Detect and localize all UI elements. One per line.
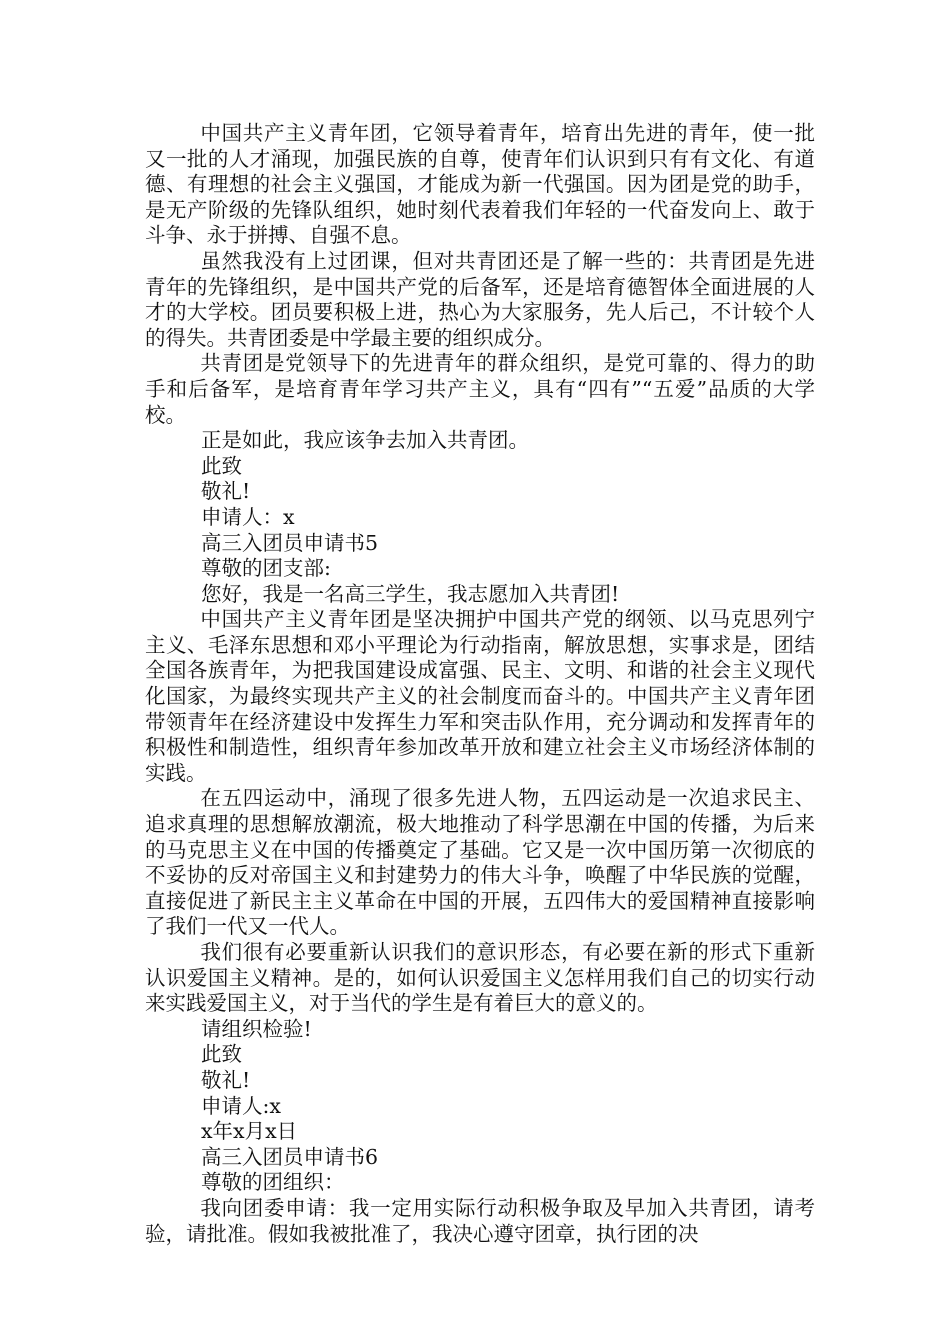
closing-line: 此致	[201, 1042, 242, 1067]
paragraph: 中国共产主义青年团是坚决拥护中国共产党的纲领、以马克思列宁主义、毛泽东思想和邓小平理论为行动指南，解放思想，实事求是，团结全国各族青年，为把我国建设成富强、民主、文明、和谐的社会主义现代化国家，为最终实现共产主义的社会制度而奋斗的。中国共产主义青年团带领青年在经济建设中发挥生力军和突击队作用，充分调动和发挥青年的积极性和制造性，组织青年参加改革开放和建立社会主义市场经济体制的实践。	[145, 607, 815, 785]
paragraph: 我们很有必要重新认识我们的意识形态，有必要在新的形式下重新认识爱国主义精神。是的，如何认识爱国主义怎样用我们自己的切实行动来实践爱国主义，对于当代的学生是有着巨大的意义的。	[145, 940, 815, 1016]
paragraph: 您好，我是一名高三学生，我志愿加入共青团!	[201, 581, 620, 606]
closing-line: 此致	[201, 453, 242, 478]
applicant-line: 申请人：x	[201, 504, 295, 529]
paragraph: 正是如此，我应该争去加入共青团。	[201, 428, 529, 453]
applicant-line: 申请人:x	[201, 1093, 281, 1118]
paragraph: 请组织检验!	[201, 1016, 312, 1041]
section-heading: 高三入团员申请书5	[201, 530, 379, 555]
salutation-line: 敬礼!	[201, 1067, 251, 1092]
date-line: x年x月x日	[201, 1119, 298, 1144]
salutation-line: 敬礼!	[201, 479, 251, 504]
paragraph: 我向团委申请：我一定用实际行动积极争取及早加入共青团，请考验，请批准。假如我被批准了，我决心遵守团章，执行团的决	[145, 1195, 815, 1246]
greeting-line: 尊敬的团组织：	[201, 1170, 345, 1195]
paragraph: 在五四运动中，涌现了很多先进人物，五四运动是一次追求民主、追求真理的思想解放潮流，极大地推动了科学思潮在中国的传播，为后来的马克思主义在中国的传播奠定了基础。它又是一次中国历第一次彻底的不妥协的反对帝国主义和封建势力的伟大斗争，唤醒了中华民族的觉醒，直接促进了新民主主义革命在中国的开展，五四伟大的爱国精神直接影响了我们一代又一代人。	[145, 786, 815, 939]
document-page	[145, 121, 815, 1247]
paragraph: 中国共产主义青年团，它领导着青年，培育出先进的青年，使一批又一批的人才涌现，加强民族的自尊，使青年们认识到只有有文化、有道德、有理想的社会主义强国，才能成为新一代强国。因为团是党的助手，是无产阶级的先锋队组织，她时刻代表着我们年轻的一代奋发向上、敢于斗争、永于拼搏、自强不息。	[145, 121, 815, 248]
section-heading: 高三入团员申请书6	[201, 1144, 379, 1169]
paragraph: 共青团是党领导下的先进青年的群众组织，是党可靠的、得力的助手和后备军，是培育青年学习共产主义，具有“四有”“五爱”品质的大学校。	[145, 351, 815, 427]
greeting-line: 尊敬的团支部:	[201, 556, 331, 581]
paragraph: 虽然我没有上过团课，但对共青团还是了解一些的：共青团是先进青年的先锋组织，是中国共产党的后备军，还是培育德智体全面进展的人才的大学校。团员要积极上进，热心为大家服务，先人后己，不计较个人的得失。共青团委是中学最主要的组织成分。	[145, 248, 815, 350]
